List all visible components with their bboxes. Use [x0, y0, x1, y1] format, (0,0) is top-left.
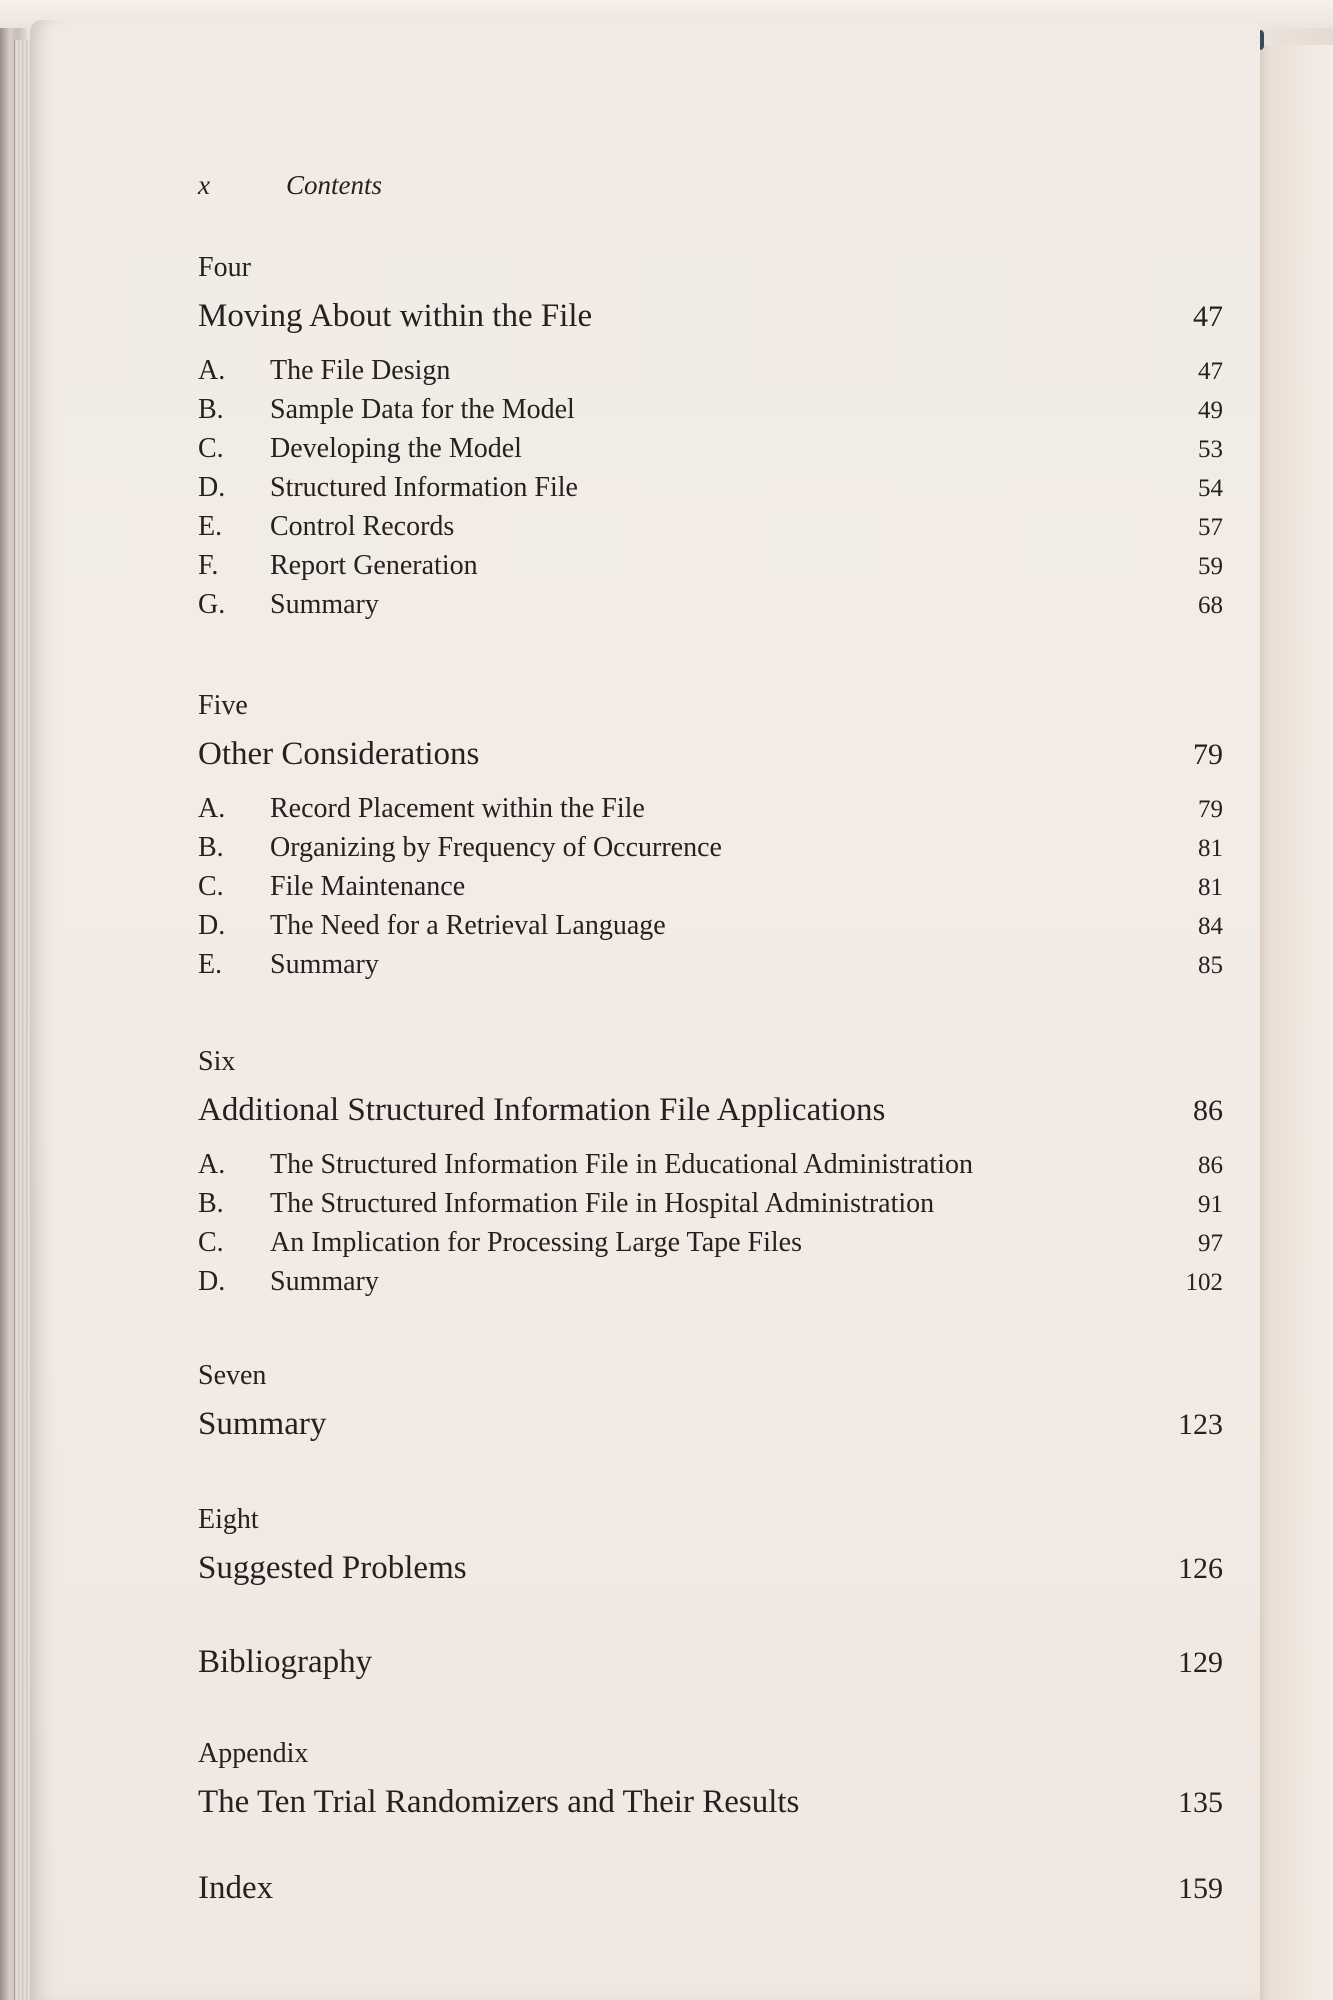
section-row [198, 949, 1223, 988]
section-row [198, 1188, 1223, 1227]
chapter-number: Six [198, 1046, 236, 1077]
chapter-heading [198, 736, 1223, 773]
section-title: Organizing by Frequency of Occurrence [270, 832, 722, 863]
bibliography-entry [198, 1644, 1223, 1701]
section-letter: C. [198, 1227, 224, 1258]
chapter-five [198, 690, 1223, 988]
section-title: Control Records [270, 511, 455, 542]
section-title: Sample Data for the Model [270, 394, 575, 425]
chapter-heading [198, 1870, 1223, 1907]
section-page: 97 [1198, 1230, 1223, 1257]
section-title: Structured Information File [270, 472, 578, 503]
section-letter: G. [198, 589, 226, 620]
chapter-title: Moving About within the File [198, 298, 593, 334]
section-title: An Implication for Processing Large Tape Files [270, 1227, 802, 1258]
section-title: The Structured Information File in Educational Administration [270, 1149, 973, 1180]
section-page: 49 [1198, 397, 1223, 424]
chapter-number: Seven [198, 1360, 267, 1391]
section-page: 59 [1198, 553, 1223, 580]
section-title: Summary [270, 1266, 379, 1297]
section-letter: E. [198, 949, 223, 980]
section-letter: B. [198, 1188, 224, 1219]
section-row [198, 433, 1223, 472]
chapter-eight [198, 1504, 1223, 1607]
section-page: 53 [1198, 436, 1223, 463]
section-row [198, 793, 1223, 832]
section-page: 54 [1198, 475, 1223, 502]
chapter-title: Index [198, 1870, 274, 1906]
running-title: Contents [286, 170, 383, 200]
section-letter: B. [198, 832, 224, 863]
section-row [198, 589, 1223, 628]
chapter-page: 47 [1193, 300, 1223, 333]
section-page: 84 [1198, 913, 1223, 940]
section-letter: F. [198, 550, 219, 581]
section-row [198, 871, 1223, 910]
chapter-title: Additional Structured Information File Applications [198, 1092, 886, 1128]
chapter-heading [198, 1406, 1223, 1443]
section-letter: C. [198, 871, 224, 902]
section-title: Summary [270, 949, 379, 980]
section-row [198, 832, 1223, 871]
section-title: The Structured Information File in Hospital Administration [270, 1188, 935, 1219]
chapter-title: Other Considerations [198, 736, 480, 772]
chapter-page: 86 [1193, 1094, 1223, 1127]
section-row [198, 1266, 1223, 1305]
chapter-page: 159 [1178, 1872, 1223, 1905]
section-letter: D. [198, 1266, 226, 1297]
section-letter: A. [198, 793, 226, 824]
appendix-entry [198, 1738, 1223, 1841]
section-title: Report Generation [270, 550, 478, 581]
index-entry [198, 1870, 1223, 1927]
section-page: 57 [1198, 514, 1223, 541]
section-row [198, 550, 1223, 589]
chapter-title: Bibliography [198, 1644, 373, 1680]
section-page: 47 [1198, 358, 1223, 385]
chapter-four [198, 252, 1223, 628]
chapter-title: Suggested Problems [198, 1550, 467, 1586]
section-page: 86 [1198, 1152, 1223, 1179]
chapter-heading [198, 298, 1223, 335]
section-title: File Maintenance [270, 871, 466, 902]
section-letter: B. [198, 394, 224, 425]
section-letter: C. [198, 433, 224, 464]
chapter-heading [198, 1550, 1223, 1587]
section-row [198, 511, 1223, 550]
chapter-page: 135 [1178, 1786, 1223, 1819]
running-header [198, 170, 382, 201]
chapter-page: 123 [1178, 1408, 1223, 1441]
right-cover-board [1258, 45, 1333, 2000]
section-row [198, 1227, 1223, 1266]
chapter-number: Five [198, 690, 248, 721]
chapter-number: Eight [198, 1504, 259, 1535]
chapter-heading [198, 1092, 1223, 1129]
section-letter: D. [198, 910, 226, 941]
section-page: 91 [1198, 1191, 1223, 1218]
section-row [198, 472, 1223, 511]
chapter-seven [198, 1360, 1223, 1463]
chapter-six [198, 1046, 1223, 1305]
section-letter: A. [198, 355, 226, 386]
chapter-page: 126 [1178, 1552, 1223, 1585]
section-row [198, 355, 1223, 394]
section-page: 81 [1198, 835, 1223, 862]
chapter-number: Four [198, 252, 251, 283]
section-page: 85 [1198, 952, 1223, 979]
section-title: Record Placement within the File [270, 793, 645, 824]
chapter-number: Appendix [198, 1738, 309, 1769]
section-title: Summary [270, 589, 379, 620]
chapter-heading [198, 1644, 1223, 1681]
chapter-page: 129 [1178, 1646, 1223, 1679]
section-title: The Need for a Retrieval Language [270, 910, 666, 941]
section-page: 102 [1185, 1269, 1223, 1296]
section-row [198, 394, 1223, 433]
section-title: The File Design [270, 355, 451, 386]
chapter-title: Summary [198, 1406, 327, 1442]
chapter-title: The Ten Trial Randomizers and Their Results [198, 1784, 800, 1820]
section-letter: E. [198, 511, 223, 542]
section-row [198, 1149, 1223, 1188]
section-letter: A. [198, 1149, 226, 1180]
section-page: 79 [1198, 796, 1223, 823]
chapter-heading [198, 1784, 1223, 1821]
chapter-page: 79 [1193, 738, 1223, 771]
page-number-roman: x [198, 170, 210, 200]
section-page: 81 [1198, 874, 1223, 901]
section-letter: D. [198, 472, 226, 503]
section-page: 68 [1198, 592, 1223, 619]
section-title: Developing the Model [270, 433, 522, 464]
section-row [198, 910, 1223, 949]
